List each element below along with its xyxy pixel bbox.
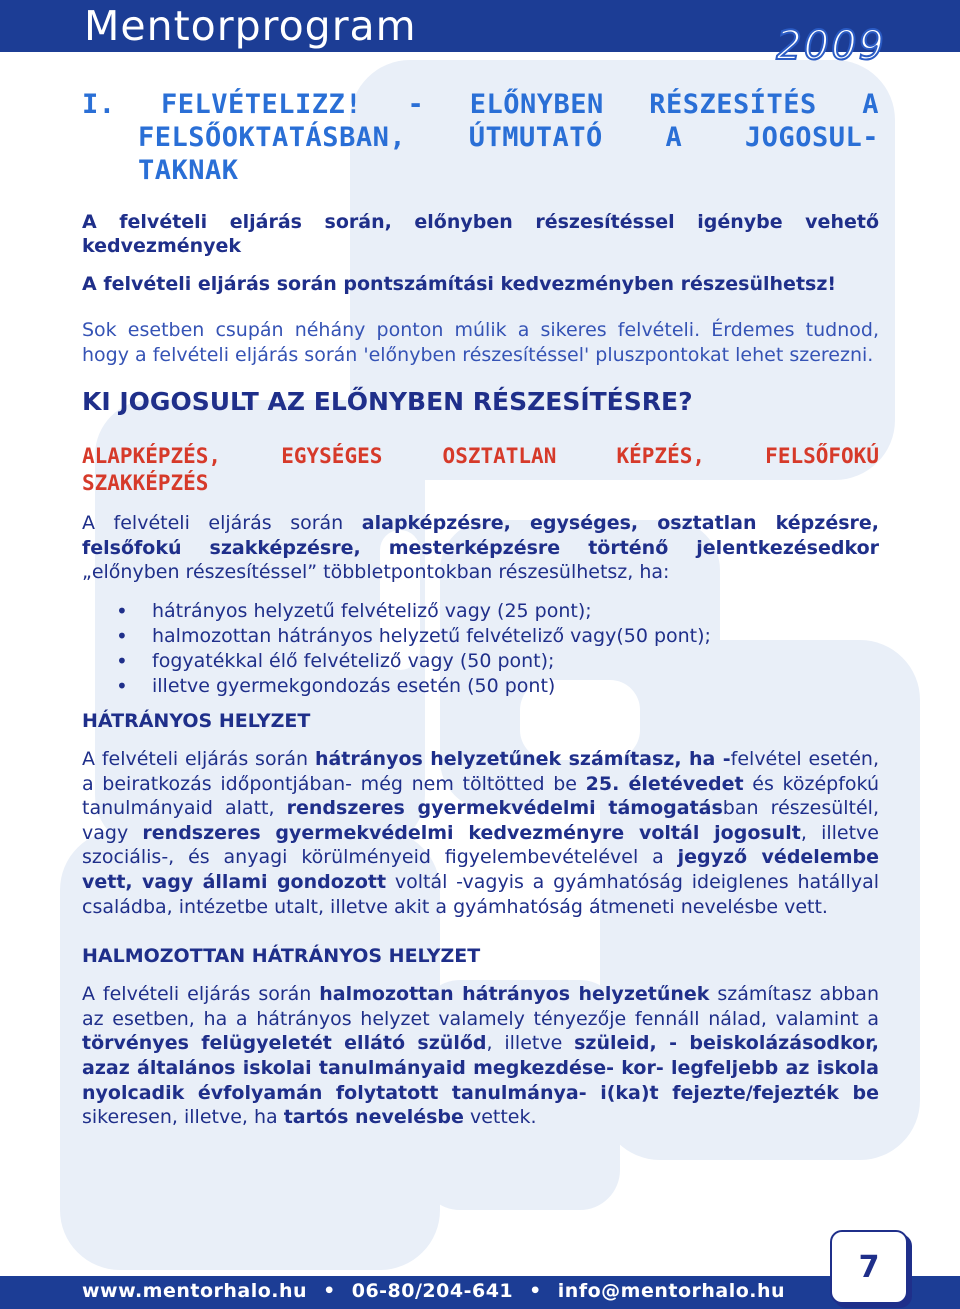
bold-run: 25. életévedet [585,772,744,795]
text-run: A felvételi eljárás során [82,747,315,770]
title-word: A [665,122,683,153]
bold-run: rendszeres gyermekvédelmi támogatás [286,797,723,820]
intro-paragraph: Sok esetben csupán néhány ponton múlik a sikeres felvételi. Érdemes tudnod, hogy a felvételi eljárás során 'előnyben részesítéssel' pluszpontokat lehet szerezni. [82,319,879,366]
separator-dot-icon: • [529,1280,542,1302]
phone-number[interactable]: 06-80/204-641 [351,1280,514,1302]
title-word: FELVÉTELIZZ! [160,89,363,120]
bold-run: rendszeres gyermekvédelmi kedvezményre voltál jogosult [142,821,801,844]
title-word: ÚTMUTATÓ [468,122,603,153]
title-word: I. [82,89,116,120]
heading-word: OSZTATLAN [442,444,557,469]
bold-run: alapképzésre, egységes, osztatlan képzésre, felsőfokú szakképzésre, mesterképzésre történő jelentkezésedkor [82,512,879,559]
heading-word: FELSŐFOKÚ [765,444,879,469]
heading-word: KÉPZÉS, [616,444,706,469]
text-run: , illetve [486,1032,575,1055]
list-item: • halmozottan hátrányos helyzetű felvételiző vagy(50 pont); [82,624,879,649]
text-run: vettek. [463,1106,537,1129]
title-line-2 [82,121,879,154]
bold-run: szüleid, - beiskolázásodkor, azaz általános iskolai tanulmányaid megkezdése- kor- legfeljebb az iskola nyolcadik évfolyamán folytatott tanulmánya- i(ka)t fejezte/fejezték be [82,1032,880,1104]
training-paragraph [82,511,879,585]
bold-run: halmozottan hátrányos helyzetűnek [319,983,710,1006]
multiply-disadvantaged-paragraph [82,982,879,1130]
separator-dot-icon: • [323,1280,336,1302]
heading-training-types [82,443,879,497]
page-title [82,88,879,187]
list-item: • fogyatékkal élő felvételiző vagy (50 pont); [82,649,879,674]
brand-logo: Mentorprogram [84,2,417,50]
heading-disadvantaged: HÁTRÁNYOS HELYZET [82,709,311,732]
website-link[interactable]: www.mentorhalo.hu [82,1280,308,1302]
text-run: A felvételi eljárás során [82,512,362,535]
text-run: voltál -vagyis a gyámhatóság ideiglenes hatállyal családba, intézetbe utalt, illetve akit a gyámhatóság átmeneti nevelésbe vett. [82,870,880,918]
header-bar [0,0,960,69]
title-line-3: TAKNAK [138,155,239,186]
text-run: és középfokú tanulmányaid alatt, [82,772,879,820]
heading-training-line-2: SZAKKÉPZÉS [82,471,209,496]
footer-contacts [82,1280,785,1302]
bold-run: hátrányos helyzetűnek számítasz, ha - [314,747,731,770]
title-word: ELŐNYBEN [469,89,604,120]
page-number: 7 [830,1230,908,1304]
text-run: sikeresen, illetve, ha [82,1106,284,1129]
bold-run: jegyző védelembe vett, vagy állami gondozott [82,846,879,893]
main-content [82,88,879,1130]
heading-training-line-1 [82,443,879,470]
heading-multiply-disadvantaged: HALMOZOTTAN HÁTRÁNYOS HELYZET [82,945,481,968]
list-item: • illetve gyermekgondozás esetén (50 pont) [82,674,879,699]
disadvantaged-paragraph [82,747,879,919]
title-word: A [862,89,879,120]
title-word: - [407,89,425,120]
text-run: A felvételi eljárás során [82,983,320,1006]
eligibility-list [82,599,879,699]
heading-word: ALAPKÉPZÉS, [82,444,222,469]
bold-run: tartós nevelésbe [283,1106,464,1129]
text-run: ban részesültél, vagy [82,797,879,844]
title-line-1 [82,88,879,121]
heading-word: EGYSÉGES [281,444,383,469]
bold-run: törvényes felügyeletét ellátó szülőd [82,1032,487,1055]
heading-who-eligible: KI JOGOSULT AZ ELŐNYBEN RÉSZESÍTÉSRE? [82,387,693,417]
year-label: 2009 [776,23,886,69]
title-word: RÉSZESÍTÉS [649,89,817,120]
email-link[interactable]: info@mentorhalo.hu [557,1280,786,1302]
text-run: számítasz abban az esetben, ha a hátrányos helyzet valamely tényezője fennáll nálad, valamint a [82,983,879,1030]
text-run: „előnyben részesítéssel” többletpontokban részesülhetsz, ha: [82,561,670,584]
title-word: JOGOSUL- [744,122,879,153]
title-word: FELSŐOKTATÁSBAN, [138,122,407,153]
text-run: , illetve szociális-, és anyagi körülményeid figyelembevételével a [82,821,879,869]
subtitle-2: A felvételi eljárás során pontszámítási kedvezményben részesülhetsz! [82,273,837,295]
list-item: • hátrányos helyzetű felvételiző vagy (25 pont); [82,599,879,624]
subtitle: A felvételi eljárás során, előnyben részesítéssel igénybe vehető kedvezmények [82,211,879,257]
text-run: felvétel esetén, a beiratkozás időpontjában- még nem töltötted be [82,747,880,795]
